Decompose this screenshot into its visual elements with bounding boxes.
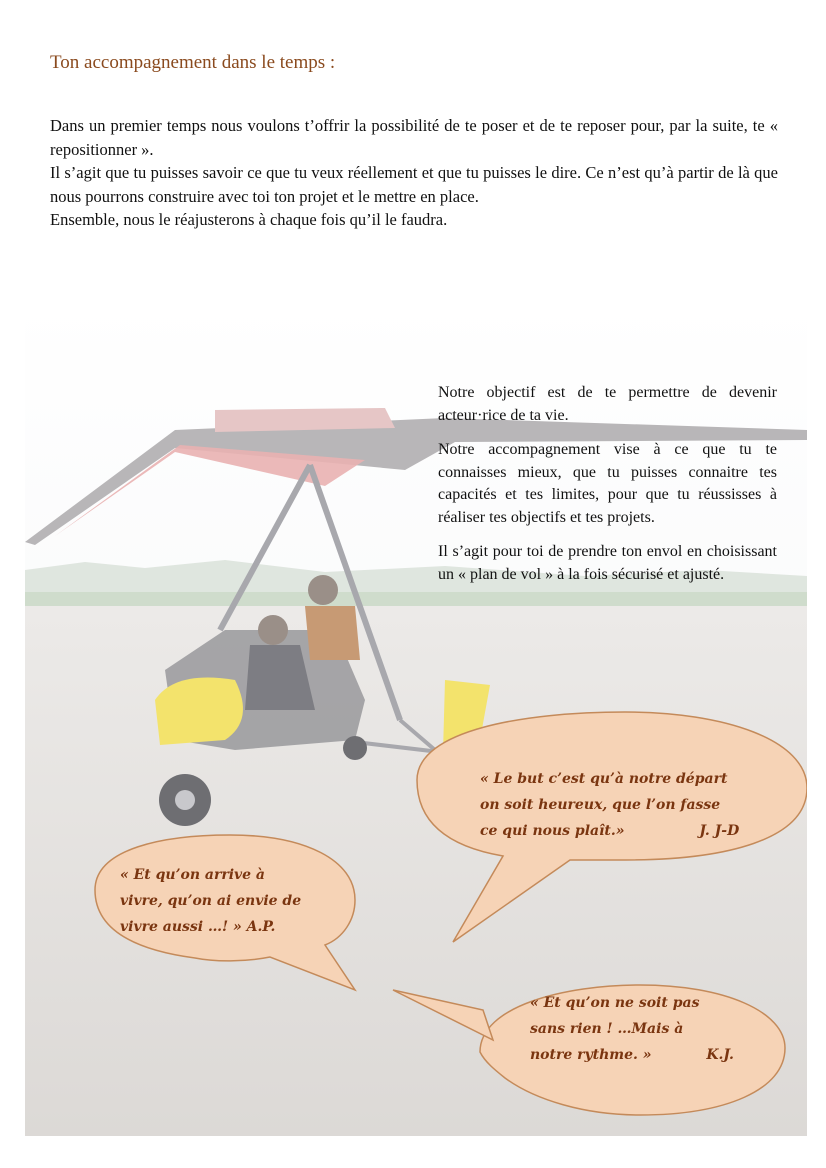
quote-2-line-3: vivre aussi …! » A.P. [120,919,276,935]
quote-3-line-1: « Et qu’on ne soit pas [530,995,700,1011]
quote-3-author: K.J. [706,1047,734,1063]
side-paragraph-2: Notre accompagnement vise à ce que tu te connaisses mieux, que tu puisses connaitre tes capacités et tes limites, pour que tu réussisses à réaliser tes objectifs et tes projets. [438,441,777,526]
quote-2 [120,862,301,940]
page-heading: Ton accompagnement dans le temps : [50,52,336,73]
intro-paragraph-2: Il s’agit que tu puisses savoir ce que tu veux réellement et que tu puisses le dire. Ce n’est qu’à partir de là que nous pourrons construire avec toi ton projet et le mettre en place. [50,163,778,206]
quote-1 [480,766,739,844]
quote-3 [530,990,734,1068]
side-paragraph-3: Il s’agit pour toi de prendre ton envol en choisissant un « plan de vol » à la fois sécurisé et ajusté. [438,543,777,583]
quote-3-line-2: sans rien ! …Mais à [530,1021,684,1037]
quote-2-line-1: « Et qu’on arrive à [120,867,265,883]
intro-paragraph-1: Dans un premier temps nous voulons t’offrir la possibilité de te poser et de te reposer pour, par la suite, te « repositionner ». [50,116,778,159]
quote-3-line-3: notre rythme. » K.J. [530,1047,734,1063]
quote-1-line-2: on soit heureux, que l’on fasse [480,797,721,813]
side-text [438,382,777,598]
quote-2-line-2: vivre, qu’on ai envie de [120,893,302,909]
side-paragraph-1: Notre objectif est de te permettre de devenir acteur·rice de ta vie. [438,384,777,424]
intro-paragraph-3: Ensemble, nous le réajusterons à chaque fois qu’il le faudra. [50,210,448,229]
intro-text [50,114,778,232]
quote-1-line-3: ce qui nous plaît.» J. J-D [480,823,740,839]
quote-1-line-1: « Le but c’est qu’à notre départ [480,771,728,787]
quote-1-author: J. J-D [699,823,740,839]
